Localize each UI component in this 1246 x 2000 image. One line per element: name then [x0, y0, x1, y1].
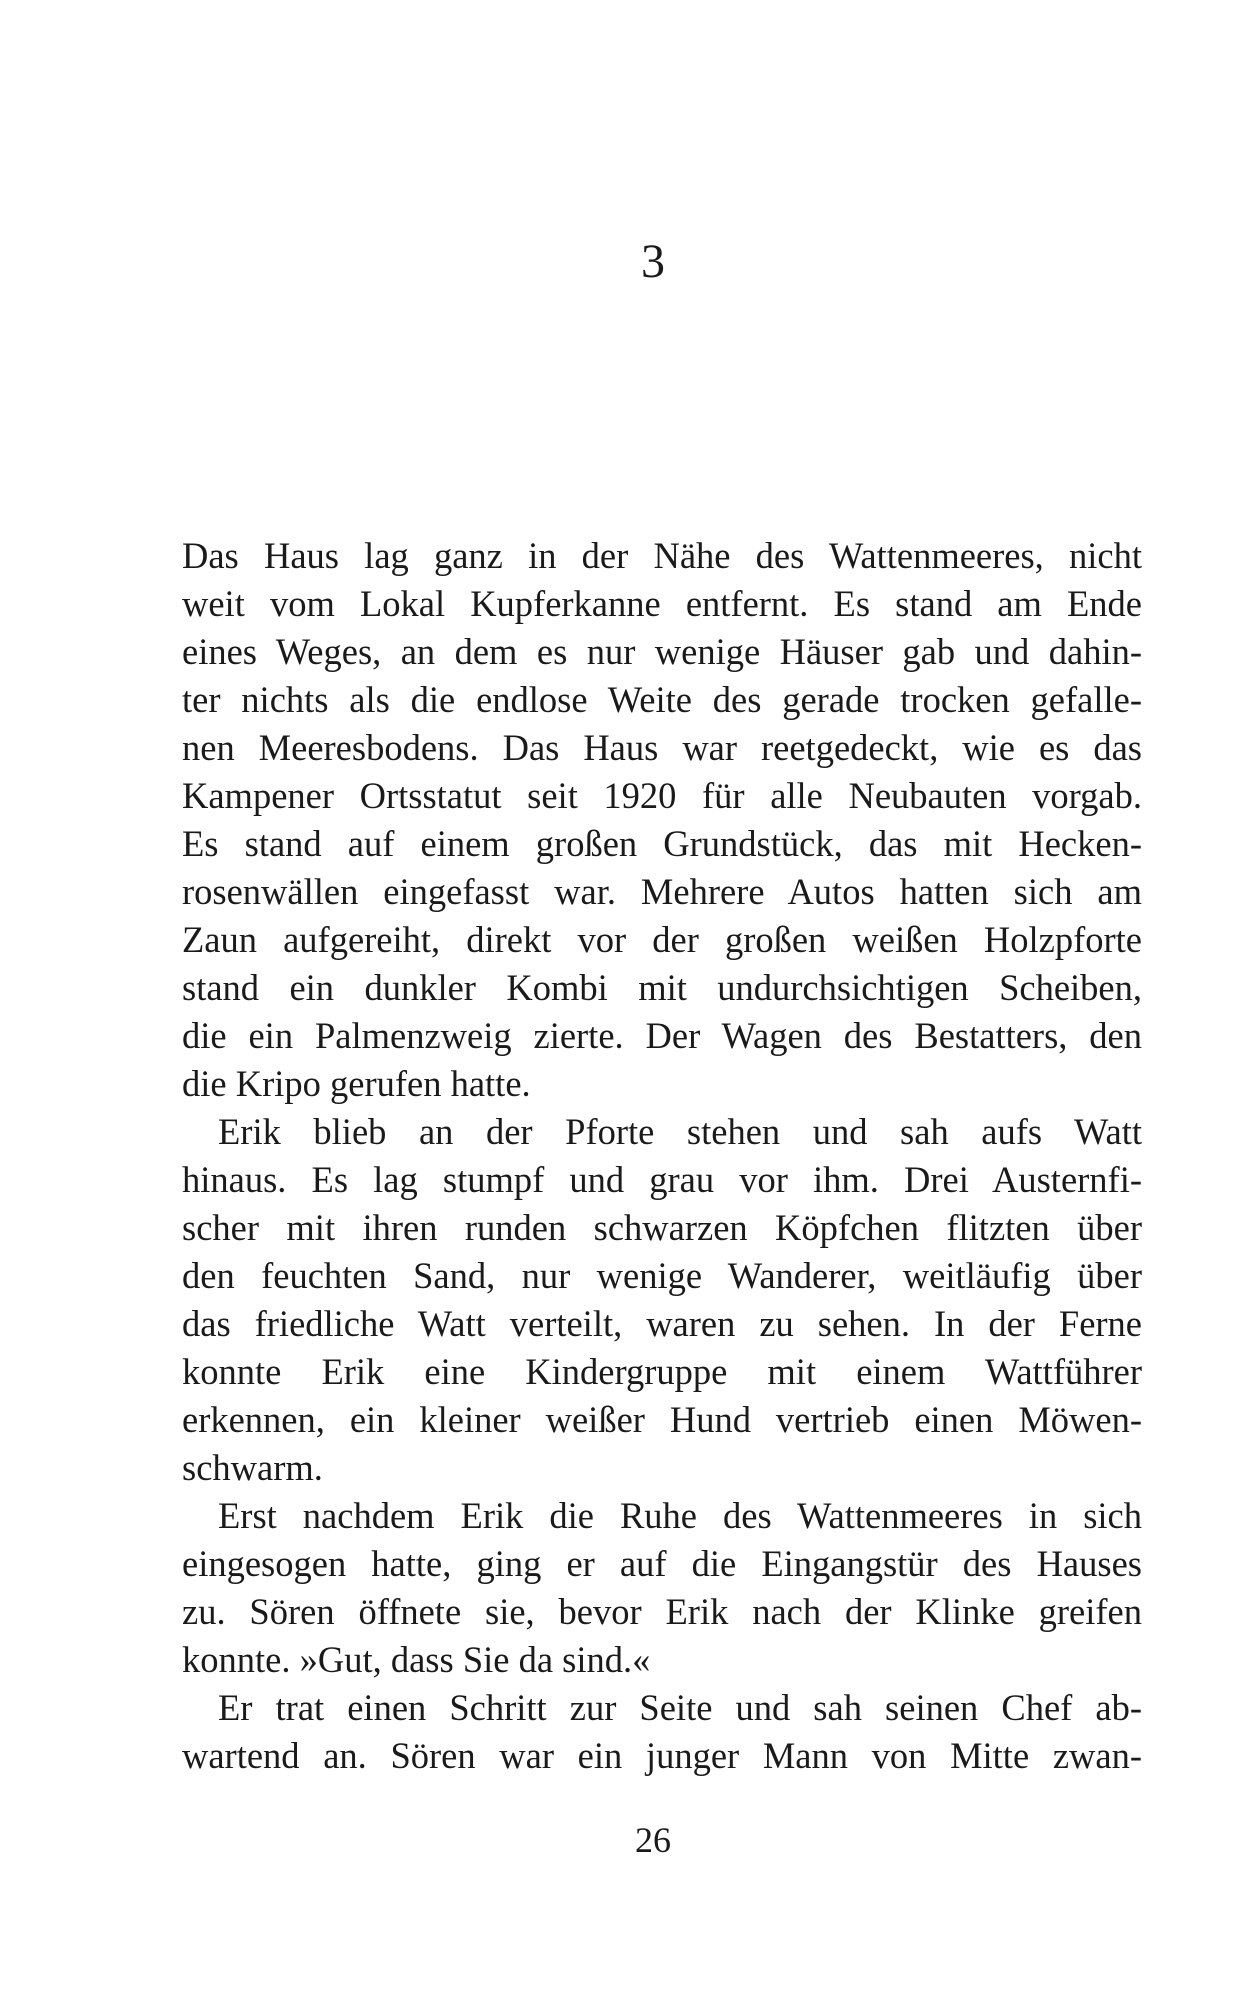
text-line: weit vom Lokal Kupferkanne entfernt. Es stand am Ende — [182, 583, 1142, 624]
text-line: erkennen, ein kleiner weißer Hund vertrieb einen Möwen- — [182, 1399, 1142, 1440]
text-line: Erst nachdem Erik die Ruhe des Wattenmeeres in sich — [218, 1495, 1142, 1536]
text-line: zu. Sören öffnete sie, bevor Erik nach der Klinke greifen — [182, 1591, 1142, 1632]
text-line: die Kripo gerufen hatte. — [182, 1063, 531, 1104]
text-line: den feuchten Sand, nur wenige Wanderer, weitläufig über — [182, 1255, 1142, 1296]
text-line: eines Weges, an dem es nur wenige Häuser gab und dahin- — [182, 631, 1142, 672]
text-line: eingesogen hatte, ging er auf die Eingangstür des Hauses — [182, 1543, 1142, 1584]
text-line: Kampener Ortsstatut seit 1920 für alle Neubauten vorgab. — [182, 775, 1142, 816]
text-line: Er trat einen Schritt zur Seite und sah seinen Chef ab- — [218, 1687, 1142, 1728]
text-line: konnte. »Gut, dass Sie da sind.« — [182, 1639, 651, 1680]
text-line: das friedliche Watt verteilt, waren zu sehen. In der Ferne — [182, 1303, 1142, 1344]
text-line: Das Haus lag ganz in der Nähe des Wattenmeeres, nicht — [182, 535, 1142, 576]
text-line: hinaus. Es lag stumpf und grau vor ihm. Drei Austernfi- — [182, 1159, 1142, 1200]
text-line: die ein Palmenzweig zierte. Der Wagen des Bestatters, den — [182, 1015, 1142, 1056]
text-line: rosenwällen eingefasst war. Mehrere Autos hatten sich am — [182, 871, 1142, 912]
page-number: 26 — [635, 1820, 671, 1860]
text-line: schwarm. — [182, 1447, 323, 1488]
text-line: scher mit ihren runden schwarzen Köpfchen flitzten über — [182, 1207, 1142, 1248]
text-line: ter nichts als die endlose Weite des gerade trocken gefalle- — [182, 679, 1142, 720]
text-line: konnte Erik eine Kindergruppe mit einem Wattführer — [182, 1351, 1142, 1392]
text-line: Es stand auf einem großen Grundstück, das mit Hecken- — [182, 823, 1142, 864]
body-text — [182, 532, 1142, 1780]
text-line: Zaun aufgereiht, direkt vor der großen weißen Holzpforte — [182, 919, 1142, 960]
chapter-number: 3 — [641, 235, 665, 288]
text-line: nen Meeresbodens. Das Haus war reetgedeckt, wie es das — [182, 727, 1142, 768]
text-line: wartend an. Sören war ein junger Mann von Mitte zwan- — [182, 1735, 1142, 1776]
text-line: Erik blieb an der Pforte stehen und sah aufs Watt — [218, 1111, 1142, 1152]
text-line: stand ein dunkler Kombi mit undurchsichtigen Scheiben, — [182, 967, 1142, 1008]
